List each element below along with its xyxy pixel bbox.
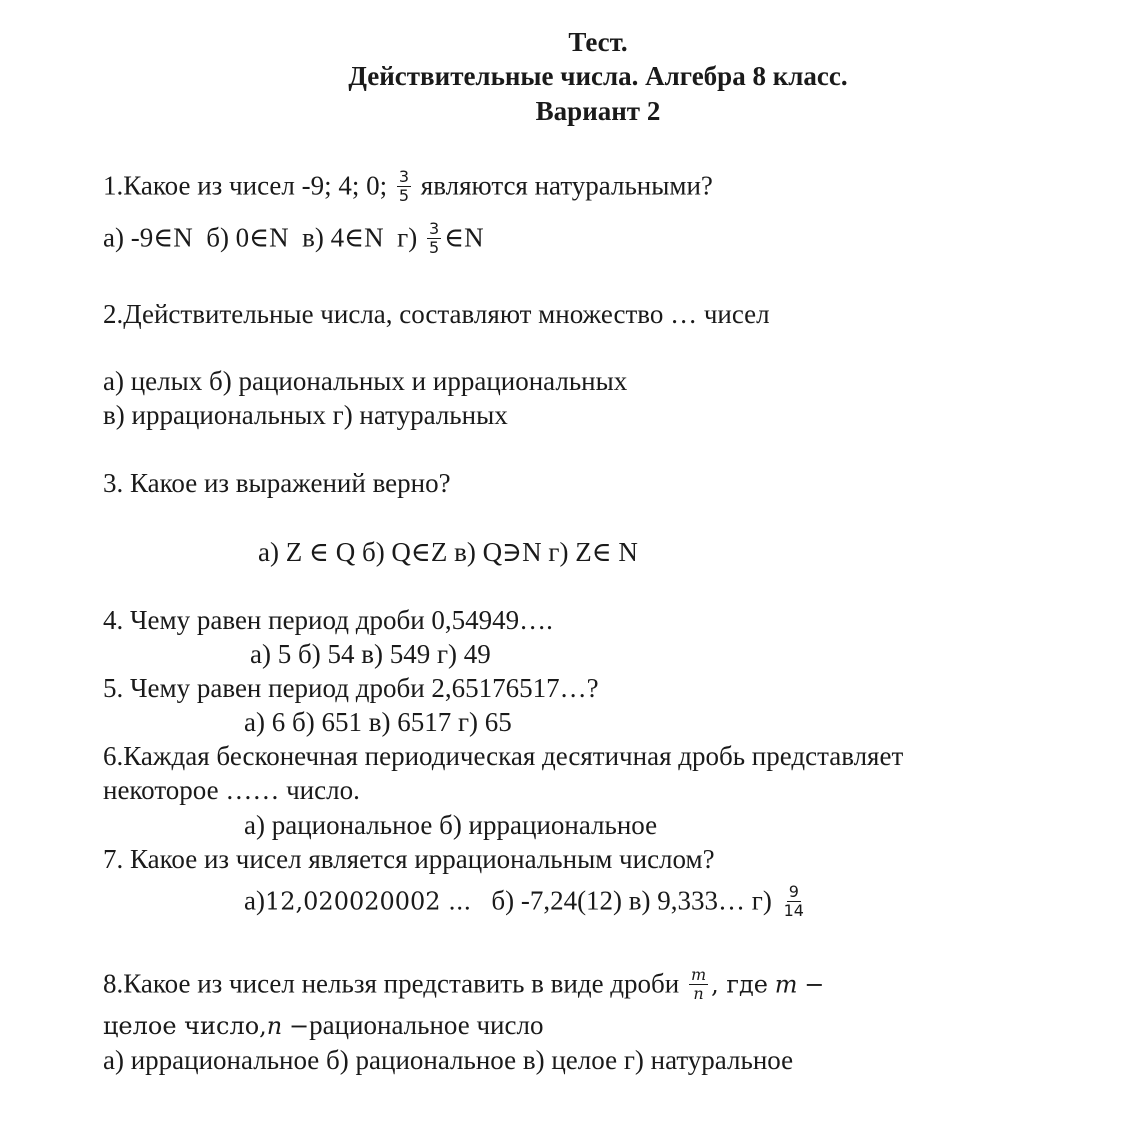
answer-d-fraction (782, 883, 806, 920)
fraction-numerator: 3 (428, 219, 440, 238)
question-6-line-2: некоторое …… число. (103, 775, 360, 805)
question-1 (103, 167, 713, 207)
question-5: 5. Чему равен период дроби 2,65176517…? (103, 673, 599, 703)
answer-a-value: 12,020020002 ... (264, 887, 472, 916)
question-1-text-before: 1.Какое из чисел -9; 4; 0; (103, 170, 388, 201)
question-8-line-2-a: целое число, (103, 1012, 267, 1040)
question-8-text-before: 8.Какое из чисел нельзя представить в виде дроби (103, 968, 680, 999)
question-6-answers: а) рациональное б) иррациональное (244, 810, 658, 840)
question-8-line-1 (103, 965, 825, 1005)
question-4-answers: а) 5 б) 54 в) 549 г) 49 (250, 639, 491, 669)
fraction-numerator: 9 (788, 882, 799, 901)
fraction-denominator: n (693, 984, 704, 1003)
question-6-line-1: 6.Каждая бесконечная периодическая десятичная дробь представляет (103, 741, 904, 771)
question-2-answers-line-2: в) иррациональных г) натуральных (103, 400, 508, 430)
fraction-denominator: 5 (398, 186, 410, 205)
question-2: 2.Действительные числа, составляют множество … чисел (103, 299, 770, 329)
question-3: 3. Какое из выражений верно? (103, 468, 451, 498)
question-8-line-2-b: рациональное число (309, 1010, 544, 1040)
page-subtitle: Действительные числа. Алгебра 8 класс. (348, 61, 848, 91)
question-7-answers (244, 882, 809, 922)
question-1-text-after: являются натуральными? (420, 170, 713, 201)
answer-d-prefix: г) (397, 222, 418, 253)
variable-m: m (774, 970, 798, 999)
fraction-numerator: 3 (398, 167, 410, 186)
question-2-answers-line-1: а) целых б) рациональных и иррациональных (103, 366, 628, 396)
question-8-where: , где (711, 970, 768, 999)
answer-a-prefix: а) (244, 885, 265, 916)
question-1-fraction (397, 168, 411, 205)
question-8-fraction (689, 966, 708, 1003)
question-4: 4. Чему равен период дроби 0,54949…. (103, 605, 553, 635)
answer-c: в) 4∈N (302, 222, 384, 253)
fraction-numerator: m (690, 965, 707, 984)
answer-a: а) -9∈N (103, 222, 193, 253)
question-5-answers: а) 6 б) 651 в) 6517 г) 65 (244, 707, 512, 737)
question-3-answers: а) Z ∈ Q б) Q∈Z в) Q∋N г) Z∈ N (258, 537, 638, 567)
question-8-answers: а) иррациональное б) рациональное в) целое г) натуральное (103, 1045, 794, 1075)
page-title: Тест. (568, 27, 628, 57)
question-1-answers (103, 219, 484, 259)
variant-label: Вариант 2 (535, 96, 661, 126)
variable-n: n (266, 1012, 283, 1040)
dash: − (289, 1012, 310, 1040)
dash: − (804, 970, 825, 999)
answer-d-fraction (427, 220, 441, 257)
answers-rest: б) -7,24(12) в) 9,333… г) (491, 885, 772, 916)
fraction-denominator: 5 (428, 238, 440, 257)
answer-d-suffix: ∈N (444, 222, 484, 253)
question-7: 7. Какое из чисел является иррациональным числом? (103, 844, 715, 874)
answer-b: б) 0∈N (206, 222, 289, 253)
question-8-line-2 (103, 1010, 543, 1041)
fraction-denominator: 14 (783, 901, 804, 920)
